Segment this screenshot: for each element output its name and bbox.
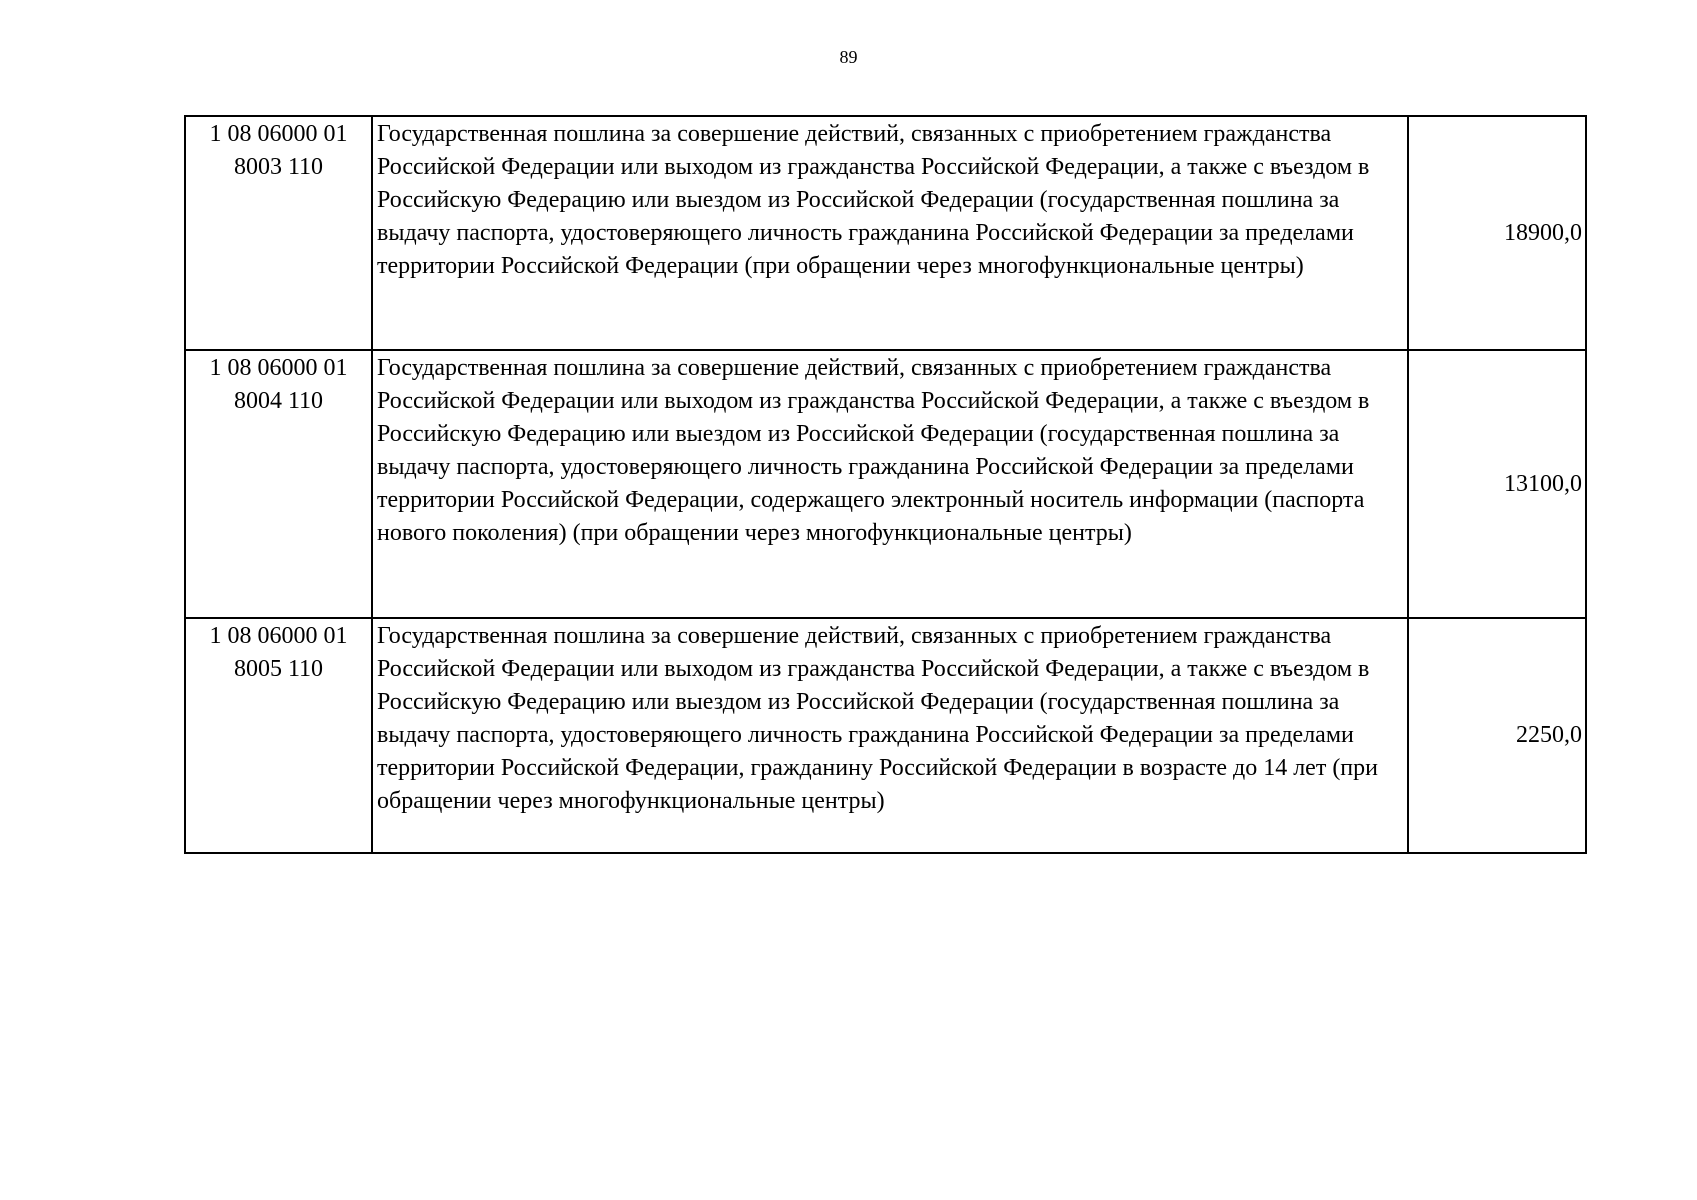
budget-code-part: 1 08 06000 01 (209, 355, 348, 381)
amount-cell: 13100,0 (1408, 350, 1586, 618)
fees-table (184, 115, 1587, 854)
budget-code-cell (185, 618, 372, 853)
budget-code-part: 1 08 06000 01 (209, 623, 348, 649)
budget-code-part: 8004 110 (233, 388, 324, 414)
description-cell: Государственная пошлина за совершение действий, связанных с приобретением гражданства Российской Федерации или выходом из гражданства Российской Федерации, а также с въездом в Российскую Федерацию или выездом из Российской Федерации (государственная пошлина за выдачу паспорта, удостоверяющего личность гражданина Российской Федерации за пределами территории Российской Федерации (при обращении через многофункциональные центры) (372, 116, 1408, 350)
budget-code-cell (185, 116, 372, 350)
amount-cell: 18900,0 (1408, 116, 1586, 350)
description-cell: Государственная пошлина за совершение действий, связанных с приобретением гражданства Российской Федерации или выходом из гражданства Российской Федерации, а также с въездом в Российскую Федерацию или выездом из Российской Федерации (государственная пошлина за выдачу паспорта, удостоверяющего личность гражданина Российской Федерации за пределами территории Российской Федерации, гражданину Российской Федерации в возрасте до 14 лет (при обращении через многофункциональные центры) (372, 618, 1408, 853)
table-row (185, 116, 1586, 350)
description-cell: Государственная пошлина за совершение действий, связанных с приобретением гражданства Российской Федерации или выходом из гражданства Российской Федерации, а также с въездом в Российскую Федерацию или выездом из Российской Федерации (государственная пошлина за выдачу паспорта, удостоверяющего личность гражданина Российской Федерации за пределами территории Российской Федерации, содержащего электронный носитель информации (паспорта нового поколения) (при обращении через многофункциональные центры) (372, 350, 1408, 618)
page-number: 89 (839, 47, 858, 67)
budget-code-cell (185, 350, 372, 618)
budget-code-part: 1 08 06000 01 (209, 121, 348, 147)
table-row (185, 618, 1586, 853)
budget-code-part: 8005 110 (233, 656, 324, 682)
table-row (185, 350, 1586, 618)
amount-cell: 2250,0 (1408, 618, 1586, 853)
budget-code-part: 8003 110 (233, 154, 324, 180)
